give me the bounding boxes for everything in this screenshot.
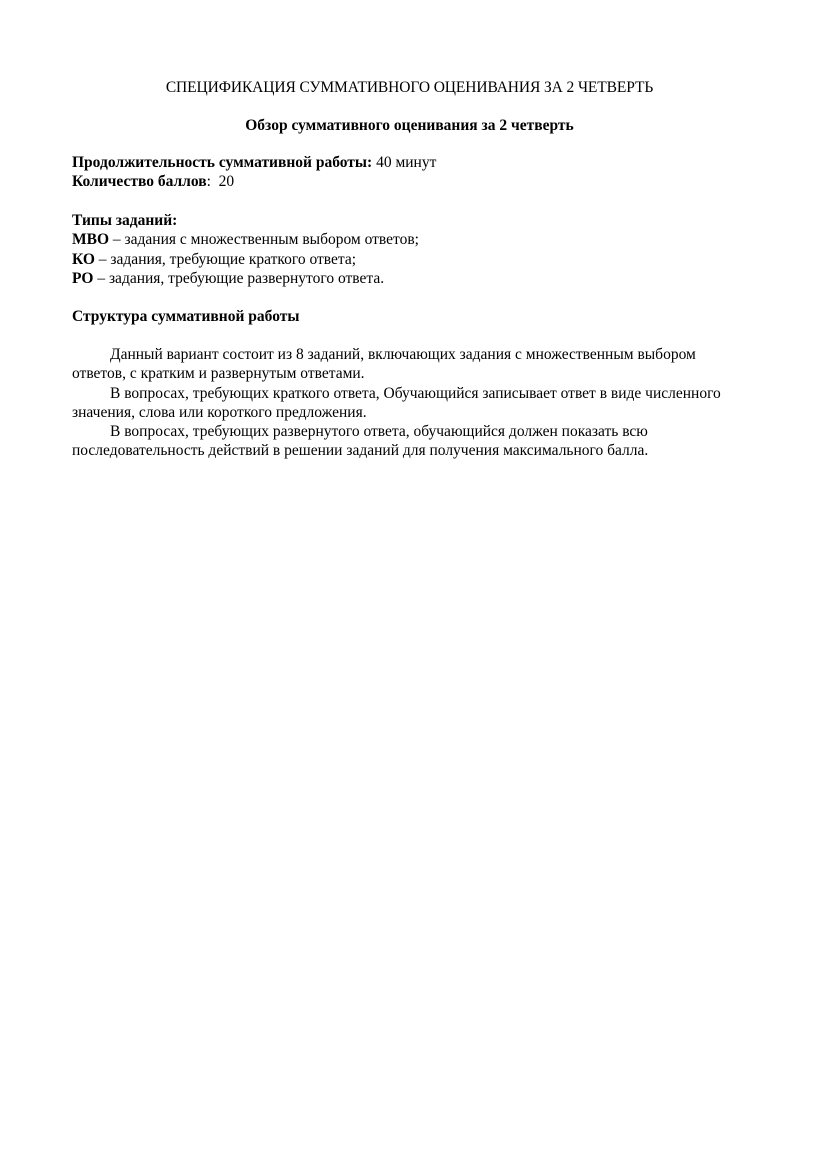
task-type-abbr: РО: [72, 269, 94, 287]
task-types-block: [72, 211, 747, 288]
task-type-desc: – задания, требующие краткого ответа;: [94, 250, 357, 268]
points-separator: :: [206, 173, 219, 191]
task-type-desc: – задания, требующие развернутого ответа.: [93, 269, 385, 287]
points-line: [72, 172, 747, 191]
structure-heading: Структура суммативной работы: [72, 308, 300, 325]
document-subtitle: Обзор суммативного оценивания за 2 четверть: [245, 117, 574, 134]
structure-heading-block: [72, 307, 747, 326]
duration-line: [72, 153, 747, 172]
info-block: [72, 153, 747, 192]
structure-paragraph: Данный вариант состоит из 8 заданий, включающих задания с множественным выбором ответов, с кратким и развернутым ответами.: [72, 346, 696, 383]
task-types-heading: Типы заданий:: [72, 212, 178, 229]
task-type-item: [72, 230, 747, 249]
document-page: [72, 78, 747, 460]
structure-paragraph: В вопросах, требующих развернутого ответа, обучающийся должен показать всю последовательность действий в решении заданий для получения максимального балла.: [72, 423, 649, 460]
task-type-desc: – задания с множественным выбором ответов;: [109, 231, 419, 249]
task-type-abbr: МВО: [72, 231, 110, 249]
points-value: 20: [218, 173, 235, 191]
duration-value: 40 минут: [372, 154, 437, 171]
task-type-item: [72, 250, 747, 269]
structure-paragraph: В вопросах, требующих краткого ответа, Обучающийся записывает ответ в виде численного значения, слова или короткого предложения.: [72, 384, 721, 421]
structure-body: [72, 345, 747, 461]
points-label: Количество баллов: [72, 173, 207, 191]
task-type-item: [72, 269, 747, 288]
task-type-abbr: КО: [72, 250, 95, 268]
document-title: СПЕЦИФИКАЦИЯ СУММАТИВНОГО ОЦЕНИВАНИЯ ЗА 2 ЧЕТВЕРТЬ: [165, 79, 654, 96]
duration-label: Продолжительность суммативной работы:: [72, 154, 373, 171]
